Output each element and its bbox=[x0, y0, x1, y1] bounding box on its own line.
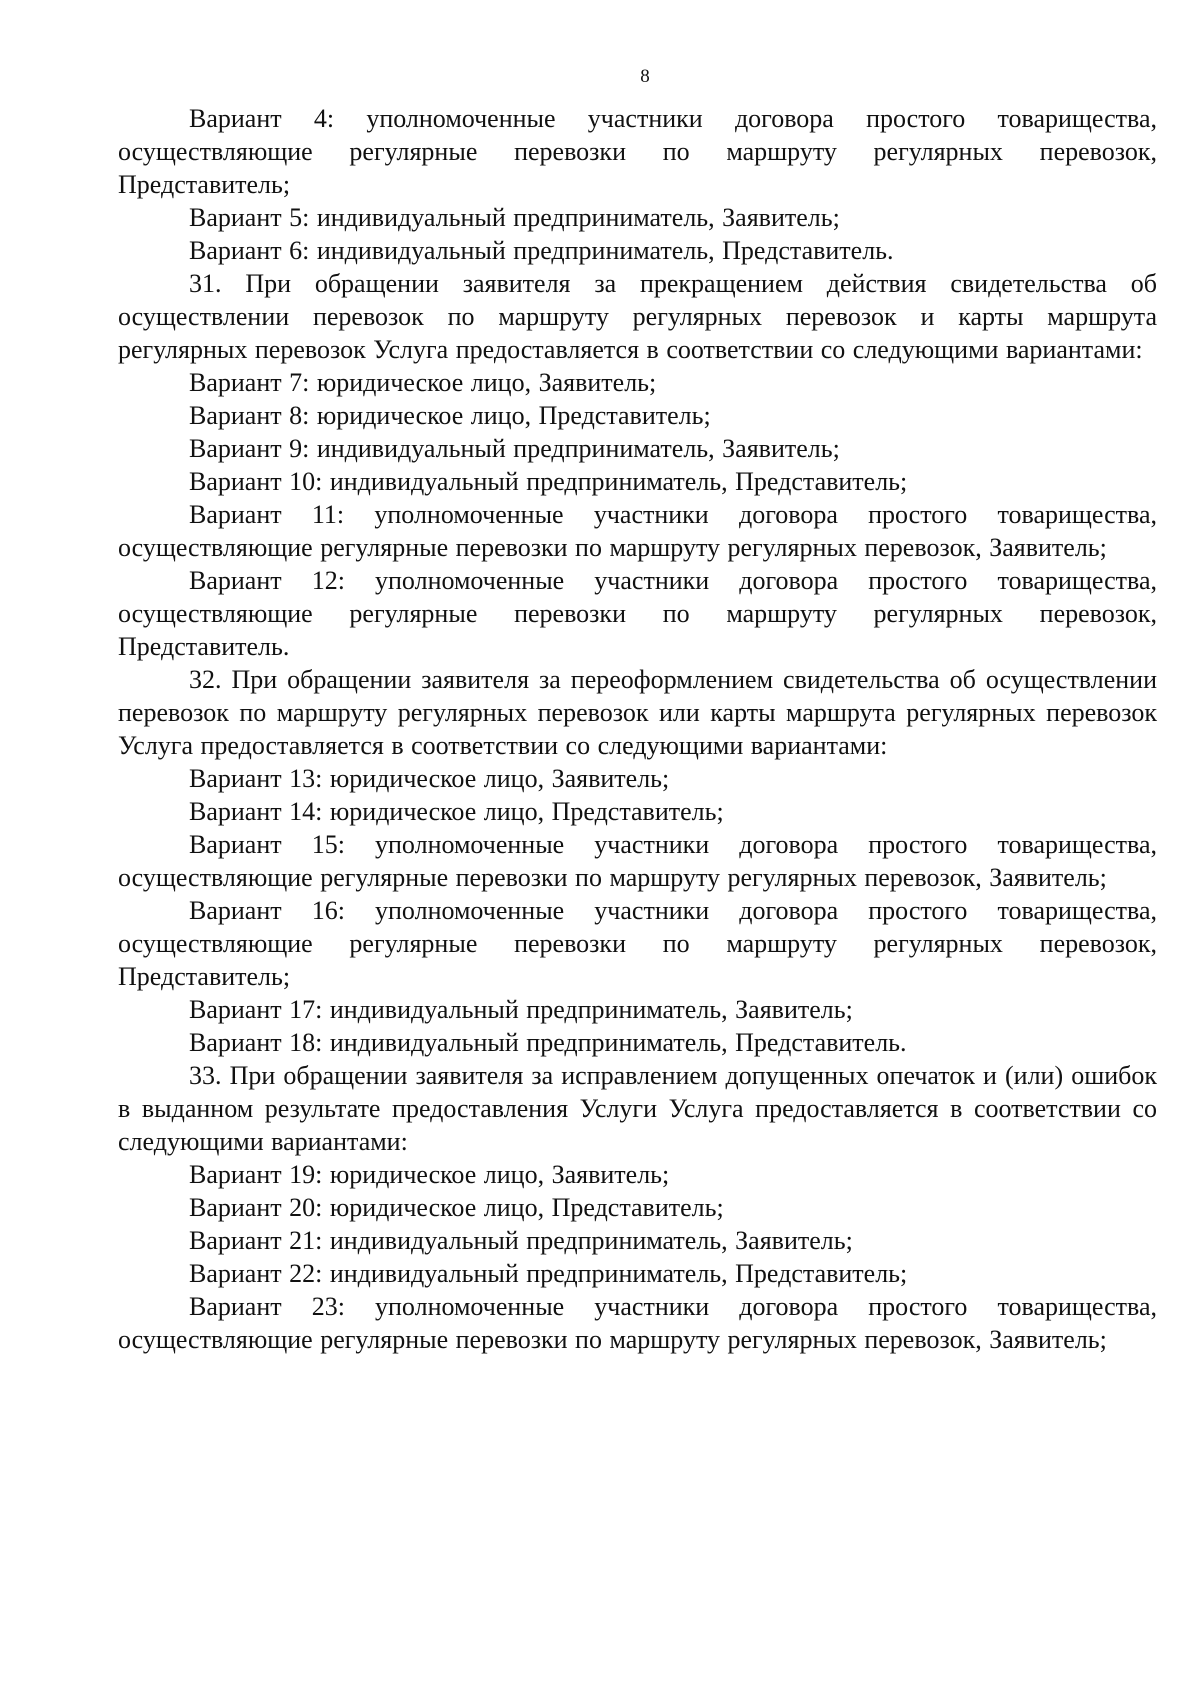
paragraph-variant-11: Вариант 11: уполномоченные участники договора простого товарищества, осуществляющие регулярные перевозки по маршруту регулярных перевозок, Заявитель; bbox=[118, 500, 1157, 562]
paragraph-variant-8: Вариант 8: юридическое лицо, Представитель; bbox=[189, 401, 711, 430]
paragraph-variant-5: Вариант 5: индивидуальный предприниматель, Заявитель; bbox=[189, 203, 840, 232]
paragraph-variant-7: Вариант 7: юридическое лицо, Заявитель; bbox=[189, 368, 657, 397]
paragraph-variant-21: Вариант 21: индивидуальный предприниматель, Заявитель; bbox=[189, 1226, 853, 1255]
paragraph-item-31: 31. При обращении заявителя за прекращением действия свидетельства об осуществлении перевозок по маршруту регулярных перевозок и карты маршрута регулярных перевозок Услуга предоставляется в соответствии со следующими вариантами: bbox=[118, 269, 1157, 364]
paragraph-variant-15: Вариант 15: уполномоченные участники договора простого товарищества, осуществляющие регулярные перевозки по маршруту регулярных перевозок, Заявитель; bbox=[118, 830, 1157, 892]
paragraph-variant-13: Вариант 13: юридическое лицо, Заявитель; bbox=[189, 764, 670, 793]
page-number: 8 bbox=[640, 66, 650, 87]
document-body bbox=[118, 102, 1157, 1356]
paragraph-variant-16: Вариант 16: уполномоченные участники договора простого товарищества, осуществляющие регулярные перевозки по маршруту регулярных перевозок, Представитель; bbox=[118, 896, 1157, 991]
paragraph-variant-17: Вариант 17: индивидуальный предприниматель, Заявитель; bbox=[189, 995, 853, 1024]
paragraph-item-32: 32. При обращении заявителя за переоформлением свидетельства об осуществлении перевозок по маршруту регулярных перевозок или карты маршрута регулярных перевозок Услуга предоставляется в соответствии со следующими вариантами: bbox=[118, 665, 1157, 760]
paragraph-variant-19: Вариант 19: юридическое лицо, Заявитель; bbox=[189, 1160, 670, 1189]
paragraph-variant-20: Вариант 20: юридическое лицо, Представитель; bbox=[189, 1193, 724, 1222]
paragraph-variant-23: Вариант 23: уполномоченные участники договора простого товарищества, осуществляющие регулярные перевозки по маршруту регулярных перевозок, Заявитель; bbox=[118, 1292, 1157, 1354]
paragraph-variant-9: Вариант 9: индивидуальный предприниматель, Заявитель; bbox=[189, 434, 840, 463]
paragraph-variant-4: Вариант 4: уполномоченные участники договора простого товарищества, осуществляющие регулярные перевозки по маршруту регулярных перевозок, Представитель; bbox=[118, 104, 1157, 199]
paragraph-variant-22: Вариант 22: индивидуальный предприниматель, Представитель; bbox=[189, 1259, 908, 1288]
paragraph-variant-12: Вариант 12: уполномоченные участники договора простого товарищества, осуществляющие регулярные перевозки по маршруту регулярных перевозок, Представитель. bbox=[118, 566, 1157, 661]
paragraph-variant-18: Вариант 18: индивидуальный предприниматель, Представитель. bbox=[189, 1028, 907, 1057]
paragraph-variant-10: Вариант 10: индивидуальный предприниматель, Представитель; bbox=[189, 467, 908, 496]
paragraph-variant-14: Вариант 14: юридическое лицо, Представитель; bbox=[189, 797, 724, 826]
paragraph-variant-6: Вариант 6: индивидуальный предприниматель, Представитель. bbox=[189, 236, 894, 265]
paragraph-item-33: 33. При обращении заявителя за исправлением допущенных опечаток и (или) ошибок в выданном результате предоставления Услуги Услуга предоставляется в соответствии со следующими вариантами: bbox=[118, 1061, 1157, 1156]
